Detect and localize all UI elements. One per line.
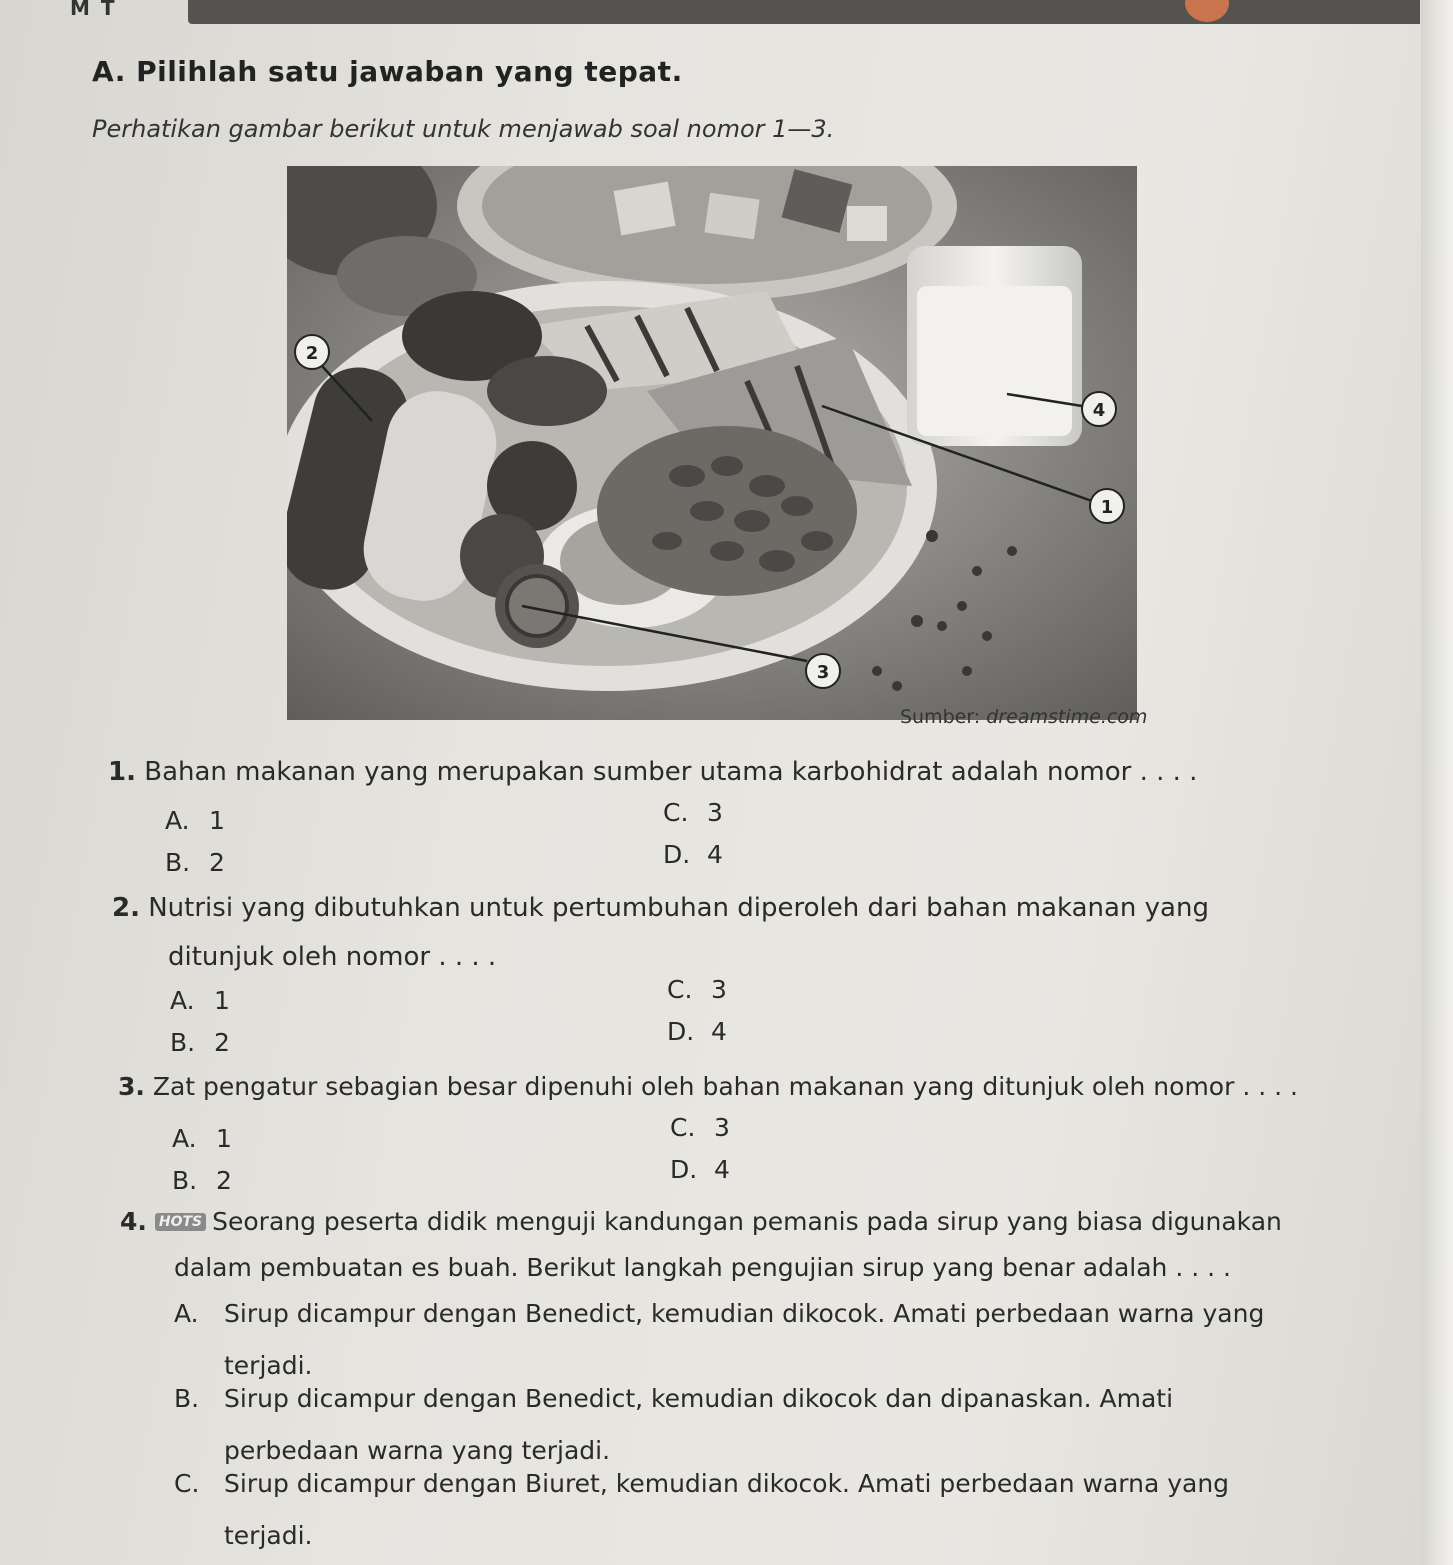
question-2-text-line2: ditunjuk oleh nomor . . . . — [168, 942, 497, 972]
option-text: 2 — [209, 848, 225, 877]
question-2-option-a[interactable] — [170, 986, 230, 1015]
figure-label-2: 2 — [305, 343, 319, 364]
option-text: 2 — [216, 1166, 232, 1195]
option-text: 1 — [216, 1124, 232, 1153]
section-instruction: Perhatikan gambar berikut untuk menjawab soal nomor 1—3. — [92, 115, 835, 143]
question-2-continued — [168, 942, 496, 972]
question-3 — [118, 1072, 1298, 1101]
option-letter: D. — [667, 1017, 695, 1046]
question-3-option-b[interactable] — [172, 1166, 232, 1195]
question-1-number: 1. — [108, 757, 136, 787]
option-text-line2: terjadi. — [224, 1351, 313, 1380]
option-letter: C. — [174, 1469, 200, 1498]
question-1-option-a[interactable] — [165, 806, 225, 835]
option-letter: D. — [670, 1155, 698, 1184]
option-text: 4 — [711, 1017, 727, 1046]
question-2-option-c[interactable] — [667, 975, 727, 1004]
option-text: 4 — [714, 1155, 730, 1184]
question-3-text: Zat pengatur sebagian besar dipenuhi oleh bahan makanan yang ditunjuk oleh nomor . . . . — [152, 1072, 1298, 1101]
option-text-line1: Sirup dicampur dengan Benedict, kemudian dikocok. Amati perbedaan warna yang — [224, 1299, 1265, 1328]
question-4-text-line1: Seorang peserta didik menguji kandungan pemanis pada sirup yang biasa digunakan — [212, 1207, 1282, 1236]
option-letter: C. — [663, 798, 689, 827]
option-letter: A. — [172, 1124, 197, 1153]
food-photo — [287, 166, 1137, 720]
figure-caption — [900, 706, 1147, 728]
question-2-option-d[interactable] — [667, 1017, 727, 1046]
question-4-text-line2: dalam pembuatan es buah. Berikut langkah pengujian sirup yang benar adalah . . . . — [174, 1253, 1231, 1282]
food-photo-illustration — [287, 166, 1137, 720]
caption-source: dreamstime.com — [986, 706, 1148, 728]
option-text: 1 — [209, 806, 225, 835]
page-edge — [1421, 0, 1453, 1565]
page-header-band — [0, 0, 1420, 26]
option-letter: A. — [174, 1299, 199, 1328]
option-letter: C. — [667, 975, 693, 1004]
option-text: 1 — [214, 986, 230, 1015]
question-2-text-line1: Nutrisi yang dibutuhkan untuk pertumbuhan diperoleh dari bahan makanan yang — [148, 893, 1209, 923]
question-2-number: 2. — [112, 893, 140, 923]
figure-label-4: 4 — [1092, 400, 1106, 421]
option-text: 2 — [214, 1028, 230, 1057]
option-letter: D. — [663, 840, 691, 869]
question-4-number: 4. — [120, 1207, 147, 1236]
question-1-option-c[interactable] — [663, 798, 723, 827]
header-strip — [188, 0, 1420, 24]
question-2-option-b[interactable] — [170, 1028, 230, 1057]
figure-label-1: 1 — [1100, 497, 1114, 518]
option-letter: B. — [174, 1384, 200, 1413]
question-3-option-d[interactable] — [670, 1155, 730, 1184]
option-text: 4 — [707, 840, 723, 869]
question-1 — [108, 757, 1197, 787]
option-text: 3 — [714, 1113, 730, 1142]
question-1-option-b[interactable] — [165, 848, 225, 877]
option-text: 3 — [711, 975, 727, 1004]
book-logo: M T — [70, 0, 117, 20]
option-text-line1: Sirup dicampur dengan Benedict, kemudian dikocok dan dipanaskan. Amati — [224, 1384, 1174, 1413]
question-3-option-a[interactable] — [172, 1124, 232, 1153]
caption-prefix: Sumber: — [900, 706, 987, 728]
hots-badge: HOTS — [155, 1213, 206, 1231]
question-2 — [112, 893, 1209, 923]
figure-label-3: 3 — [816, 662, 830, 683]
question-3-number: 3. — [118, 1072, 145, 1101]
option-letter: A. — [170, 986, 195, 1015]
option-text-line2: terjadi. — [224, 1521, 313, 1550]
option-text: 3 — [707, 798, 723, 827]
question-1-text: Bahan makanan yang merupakan sumber utama karbohidrat adalah nomor . . . . — [144, 757, 1198, 787]
option-letter: B. — [170, 1028, 196, 1057]
question-4 — [120, 1207, 1282, 1236]
option-letter: B. — [165, 848, 191, 877]
question-4-option-c[interactable] — [174, 1458, 1354, 1562]
option-letter: B. — [172, 1166, 198, 1195]
question-4-continued — [174, 1253, 1231, 1282]
question-3-option-c[interactable] — [670, 1113, 730, 1142]
question-1-option-d[interactable] — [663, 840, 723, 869]
option-letter: A. — [165, 806, 190, 835]
section-title: A. Pilihlah satu jawaban yang tepat. — [92, 55, 683, 88]
option-letter: C. — [670, 1113, 696, 1142]
option-text-line2: perbedaan warna yang terjadi. — [224, 1436, 611, 1465]
option-text-line1: Sirup dicampur dengan Biuret, kemudian dikocok. Amati perbedaan warna yang — [224, 1469, 1230, 1498]
